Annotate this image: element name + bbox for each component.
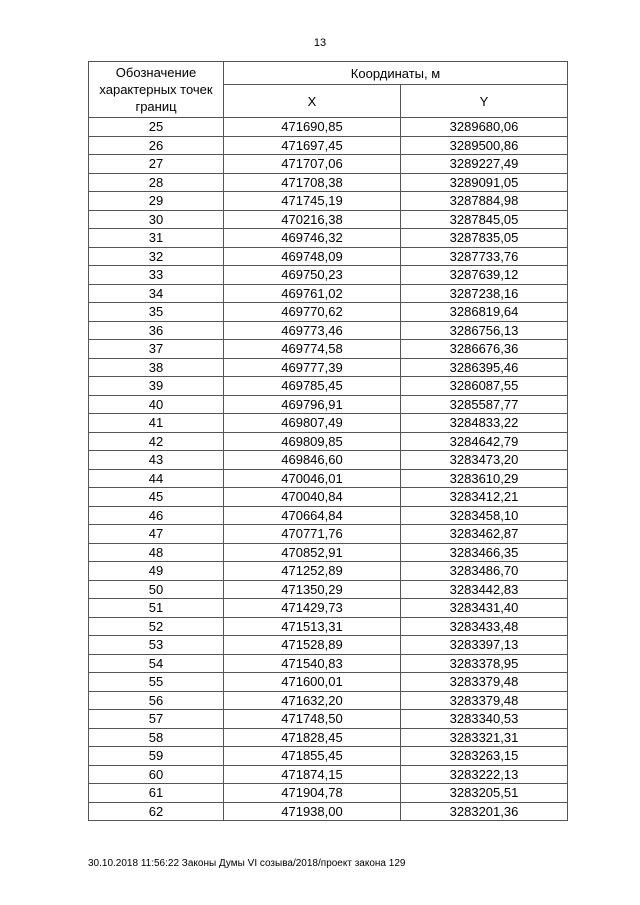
- table-row: [89, 691, 568, 710]
- table-row: [89, 247, 568, 266]
- table-row: [89, 303, 568, 322]
- x-cell: 469796,91: [224, 395, 401, 414]
- table-row: [89, 543, 568, 562]
- table-row: [89, 118, 568, 137]
- x-cell: 469846,60: [224, 451, 401, 470]
- header-coordinates: Координаты, м: [224, 62, 568, 85]
- x-cell: 471697,45: [224, 136, 401, 155]
- x-cell: 469761,02: [224, 284, 401, 303]
- footer-stamp: 30.10.2018 11:56:22 Законы Думы VI созыва/2018/проект закона 129: [88, 858, 406, 869]
- x-cell: 471600,01: [224, 673, 401, 692]
- point-cell: 51: [89, 599, 224, 618]
- y-cell: 3284642,79: [401, 432, 568, 451]
- table-row: [89, 562, 568, 581]
- table-row: [89, 192, 568, 211]
- point-cell: 50: [89, 580, 224, 599]
- y-cell: 3283378,95: [401, 654, 568, 673]
- x-cell: 469750,23: [224, 266, 401, 285]
- point-cell: 33: [89, 266, 224, 285]
- table-row: [89, 414, 568, 433]
- x-cell: 471708,38: [224, 173, 401, 192]
- x-cell: 470852,91: [224, 543, 401, 562]
- table-row: [89, 377, 568, 396]
- y-cell: 3289680,06: [401, 118, 568, 137]
- y-cell: 3286819,64: [401, 303, 568, 322]
- y-cell: 3285587,77: [401, 395, 568, 414]
- table-row: [89, 210, 568, 229]
- table-row: [89, 765, 568, 784]
- y-cell: 3283473,20: [401, 451, 568, 470]
- point-cell: 47: [89, 525, 224, 544]
- point-cell: 49: [89, 562, 224, 581]
- point-cell: 32: [89, 247, 224, 266]
- x-cell: 469774,58: [224, 340, 401, 359]
- point-cell: 53: [89, 636, 224, 655]
- y-cell: 3283321,31: [401, 728, 568, 747]
- x-cell: 471429,73: [224, 599, 401, 618]
- x-cell: 470771,76: [224, 525, 401, 544]
- x-cell: 469773,46: [224, 321, 401, 340]
- y-cell: 3286676,36: [401, 340, 568, 359]
- table-row: [89, 525, 568, 544]
- table-row: [89, 728, 568, 747]
- x-cell: 471855,45: [224, 747, 401, 766]
- x-cell: 469809,85: [224, 432, 401, 451]
- x-cell: 471874,15: [224, 765, 401, 784]
- x-cell: 470664,84: [224, 506, 401, 525]
- table-row: [89, 432, 568, 451]
- x-cell: 471938,00: [224, 802, 401, 821]
- table-row: [89, 284, 568, 303]
- y-cell: 3283379,48: [401, 691, 568, 710]
- x-cell: 471745,19: [224, 192, 401, 211]
- point-cell: 40: [89, 395, 224, 414]
- x-cell: 469785,45: [224, 377, 401, 396]
- table-row: [89, 599, 568, 618]
- x-cell: 469807,49: [224, 414, 401, 433]
- header-y: Y: [401, 85, 568, 118]
- x-cell: 469770,62: [224, 303, 401, 322]
- y-cell: 3289091,05: [401, 173, 568, 192]
- x-cell: 471690,85: [224, 118, 401, 137]
- table-row: [89, 340, 568, 359]
- point-cell: 36: [89, 321, 224, 340]
- point-cell: 61: [89, 784, 224, 803]
- table-row: [89, 673, 568, 692]
- table-row: [89, 506, 568, 525]
- point-cell: 43: [89, 451, 224, 470]
- table-row: [89, 580, 568, 599]
- point-cell: 52: [89, 617, 224, 636]
- y-cell: 3283379,48: [401, 673, 568, 692]
- y-cell: 3284833,22: [401, 414, 568, 433]
- point-cell: 31: [89, 229, 224, 248]
- table-row: [89, 747, 568, 766]
- y-cell: 3287639,12: [401, 266, 568, 285]
- y-cell: 3283201,36: [401, 802, 568, 821]
- point-cell: 41: [89, 414, 224, 433]
- x-cell: 471707,06: [224, 155, 401, 174]
- x-cell: 471828,45: [224, 728, 401, 747]
- y-cell: 3287238,16: [401, 284, 568, 303]
- table-row: [89, 395, 568, 414]
- table-body: [89, 118, 568, 821]
- x-cell: 471350,29: [224, 580, 401, 599]
- x-cell: 471748,50: [224, 710, 401, 729]
- table-row: [89, 173, 568, 192]
- table-row: [89, 155, 568, 174]
- x-cell: 469746,32: [224, 229, 401, 248]
- point-cell: 30: [89, 210, 224, 229]
- point-cell: 58: [89, 728, 224, 747]
- y-cell: 3286395,46: [401, 358, 568, 377]
- table-row: [89, 321, 568, 340]
- point-cell: 37: [89, 340, 224, 359]
- point-cell: 25: [89, 118, 224, 137]
- point-cell: 62: [89, 802, 224, 821]
- point-cell: 57: [89, 710, 224, 729]
- x-cell: 470216,38: [224, 210, 401, 229]
- y-cell: 3283462,87: [401, 525, 568, 544]
- header-point-label: Обозначение характерных точек границ: [89, 62, 224, 118]
- y-cell: 3283486,70: [401, 562, 568, 581]
- x-cell: 471252,89: [224, 562, 401, 581]
- x-cell: 469748,09: [224, 247, 401, 266]
- y-cell: 3289227,49: [401, 155, 568, 174]
- x-cell: 469777,39: [224, 358, 401, 377]
- point-cell: 56: [89, 691, 224, 710]
- point-cell: 26: [89, 136, 224, 155]
- point-cell: 35: [89, 303, 224, 322]
- y-cell: 3283610,29: [401, 469, 568, 488]
- y-cell: 3283442,83: [401, 580, 568, 599]
- y-cell: 3287884,98: [401, 192, 568, 211]
- point-cell: 28: [89, 173, 224, 192]
- y-cell: 3287845,05: [401, 210, 568, 229]
- y-cell: 3287733,76: [401, 247, 568, 266]
- header-x: X: [224, 85, 401, 118]
- table-row: [89, 784, 568, 803]
- table-row: [89, 802, 568, 821]
- point-cell: 59: [89, 747, 224, 766]
- y-cell: 3283263,15: [401, 747, 568, 766]
- y-cell: 3283458,10: [401, 506, 568, 525]
- x-cell: 471540,83: [224, 654, 401, 673]
- point-cell: 29: [89, 192, 224, 211]
- table-row: [89, 229, 568, 248]
- y-cell: 3283222,13: [401, 765, 568, 784]
- point-cell: 48: [89, 543, 224, 562]
- point-cell: 54: [89, 654, 224, 673]
- coordinates-table: [88, 61, 568, 821]
- y-cell: 3286087,55: [401, 377, 568, 396]
- table-row: [89, 451, 568, 470]
- x-cell: 471528,89: [224, 636, 401, 655]
- point-cell: 38: [89, 358, 224, 377]
- y-cell: 3283397,13: [401, 636, 568, 655]
- y-cell: 3283205,51: [401, 784, 568, 803]
- table-row: [89, 469, 568, 488]
- point-cell: 45: [89, 488, 224, 507]
- table-row: [89, 654, 568, 673]
- point-cell: 60: [89, 765, 224, 784]
- y-cell: 3283466,35: [401, 543, 568, 562]
- point-cell: 27: [89, 155, 224, 174]
- point-cell: 55: [89, 673, 224, 692]
- table-row: [89, 266, 568, 285]
- point-cell: 39: [89, 377, 224, 396]
- x-cell: 471513,31: [224, 617, 401, 636]
- table-row: [89, 358, 568, 377]
- point-cell: 46: [89, 506, 224, 525]
- point-cell: 42: [89, 432, 224, 451]
- page-number: 13: [313, 37, 327, 49]
- table-row: [89, 617, 568, 636]
- x-cell: 470046,01: [224, 469, 401, 488]
- x-cell: 470040,84: [224, 488, 401, 507]
- point-cell: 34: [89, 284, 224, 303]
- y-cell: 3289500,86: [401, 136, 568, 155]
- point-cell: 44: [89, 469, 224, 488]
- y-cell: 3286756,13: [401, 321, 568, 340]
- table-row: [89, 636, 568, 655]
- y-cell: 3283431,40: [401, 599, 568, 618]
- x-cell: 471632,20: [224, 691, 401, 710]
- y-cell: 3283433,48: [401, 617, 568, 636]
- table-row: [89, 136, 568, 155]
- table-row: [89, 488, 568, 507]
- table-row: [89, 710, 568, 729]
- y-cell: 3287835,05: [401, 229, 568, 248]
- y-cell: 3283340,53: [401, 710, 568, 729]
- x-cell: 471904,78: [224, 784, 401, 803]
- y-cell: 3283412,21: [401, 488, 568, 507]
